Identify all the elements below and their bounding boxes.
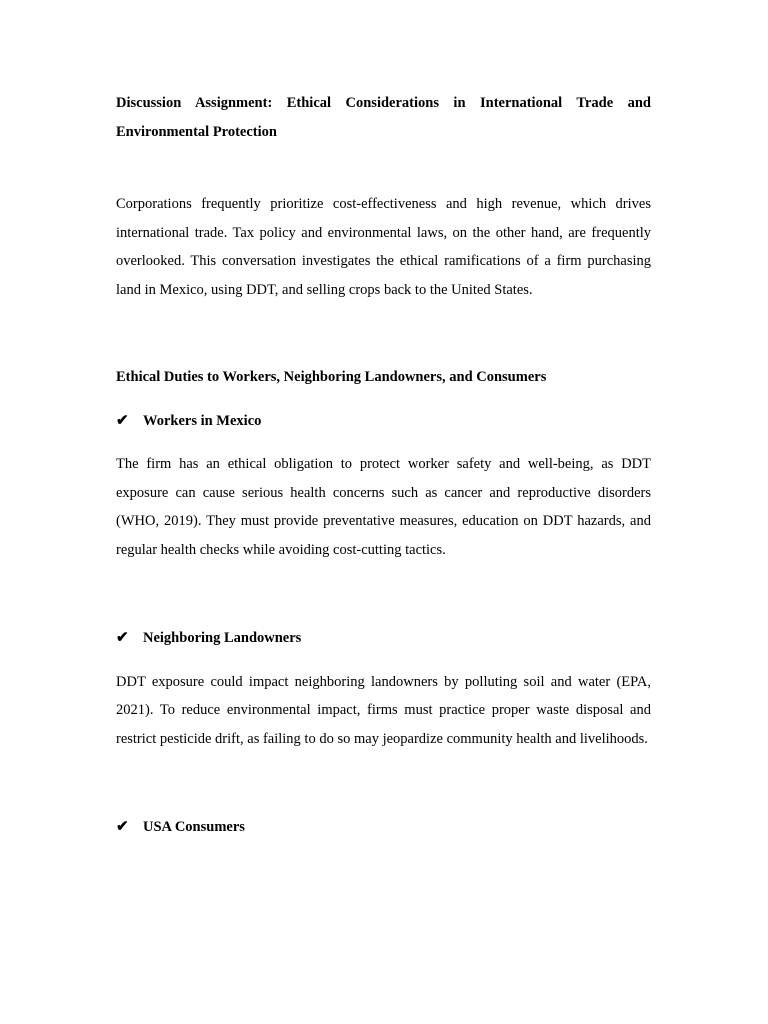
document-title: Discussion Assignment: Ethical Considerations in International Trade and Environmental Protection (116, 95, 651, 140)
subheading-label: USA Consumers (143, 819, 245, 835)
document-page (116, 89, 651, 842)
landowners-paragraph: DDT exposure could impact neighboring landowners by polluting soil and water (EPA, 2021). To reduce environmental impact, firms must practice proper waste disposal and restrict pesticide drift, as failing to do so may jeopardize community health and livelihoods. (116, 673, 651, 747)
subheading-label: Workers in Mexico (143, 412, 262, 429)
subheading-consumers (116, 813, 651, 842)
intro-paragraph: Corporations frequently prioritize cost-effectiveness and high revenue, which drives international trade. Tax policy and environmental laws, on the other hand, are frequently overlooked. This conversation investigates the ethical ramifications of a firm purchasing land in Mexico, using DDT, and selling crops back to the United States. (116, 196, 651, 298)
workers-paragraph: The firm has an ethical obligation to protect worker safety and well-being, as DDT exposure can cause serious health concerns such as cancer and reproductive disorders (WHO, 2019). They must provide preventative measures, education on DDT hazards, and regular health checks while avoiding cost-cutting tactics. (116, 456, 651, 558)
subheading-label: Neighboring Landowners (143, 630, 302, 646)
checkmark-icon: ✔ (116, 412, 129, 429)
subheading-workers (116, 407, 651, 436)
subheading-landowners (116, 624, 651, 653)
checkmark-icon: ✔ (116, 819, 129, 835)
section-heading: Ethical Duties to Workers, Neighboring Landowners, and Consumers (116, 369, 547, 385)
checkmark-icon: ✔ (116, 630, 129, 646)
